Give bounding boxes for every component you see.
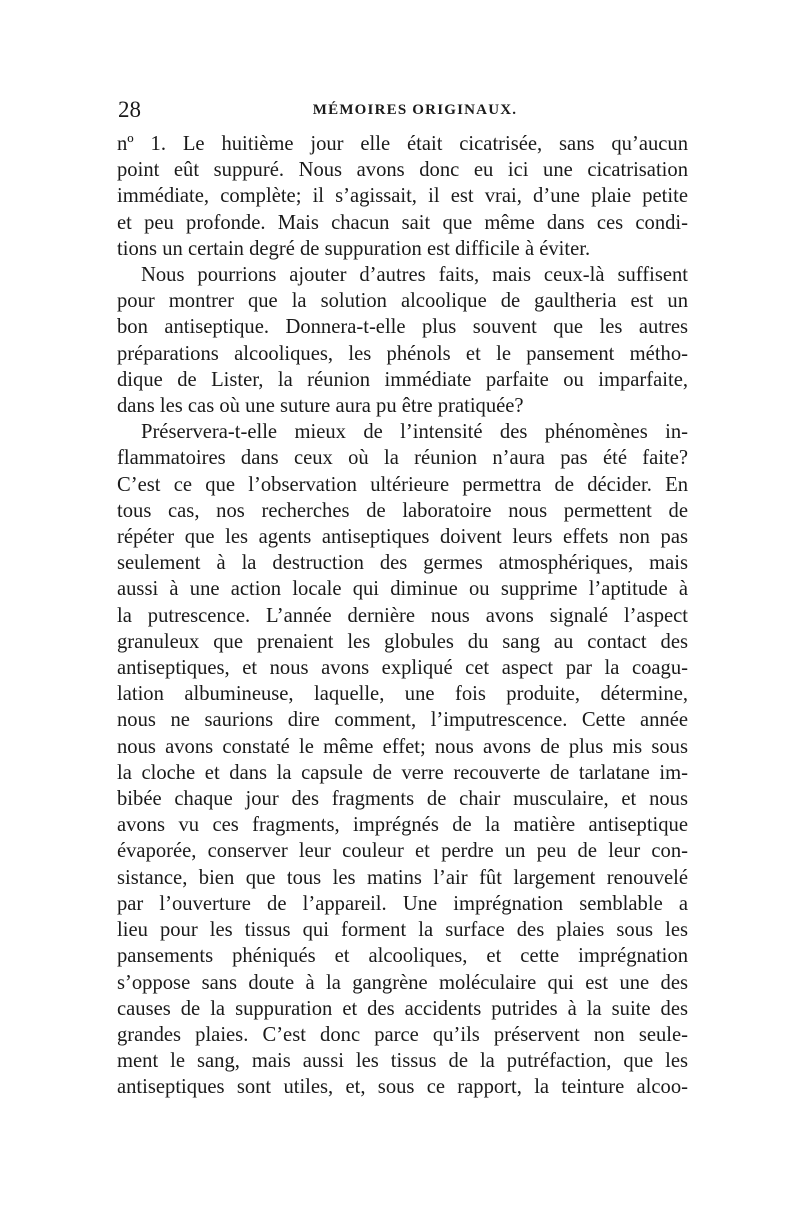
text-line: pansements phéniqués et alcooliques, et cette imprégnation xyxy=(117,945,688,968)
text-line: lation albumineuse, laquelle, une fois produite, détermine, xyxy=(117,683,688,706)
text-line: bibée chaque jour des fragments de chair musculaire, et nous xyxy=(117,788,688,811)
text-line: dans les cas où une suture aura pu être pratiquée? xyxy=(117,395,524,418)
text-line: sistance, bien que tous les matins l’air fût largement renouvelé xyxy=(117,866,688,889)
text-line: lieu pour les tissus qui forment la surface des plaies sous les xyxy=(117,919,688,942)
text-line: aussi à une action locale qui diminue ou supprime l’aptitude à xyxy=(117,578,688,601)
text-line: nº 1. Le huitième jour elle était cicatrisée, sans qu’aucun xyxy=(117,133,688,155)
text-line: nous avons constaté le même effet; nous avons de plus mis sous xyxy=(117,735,688,758)
text-line: préparations alcooliques, les phénols et le pansement métho- xyxy=(117,342,688,365)
text-line: pour montrer que la solution alcoolique de gaultheria est un xyxy=(117,290,688,313)
paragraph xyxy=(117,131,688,262)
text-line: immédiate, complète; il s’agissait, il est vrai, d’une plaie petite xyxy=(117,185,688,208)
running-title: MÉMOIRES ORIGINAUX. xyxy=(312,102,518,118)
body-text xyxy=(117,131,688,1101)
text-line: flammatoires dans ceux où la réunion n’aura pas été faite? xyxy=(117,447,688,470)
text-line: seulement à la destruction des germes atmosphériques, mais xyxy=(117,552,688,575)
text-line: avons vu ces fragments, imprégnés de la matière antiseptique xyxy=(117,814,688,837)
text-line: tous cas, nos recherches de laboratoire nous permettent de xyxy=(117,499,688,522)
text-line: la cloche et dans la capsule de verre recouverte de tarlatane im- xyxy=(117,761,688,784)
text-line: évaporée, conserver leur couleur et perdre un peu de leur con- xyxy=(117,840,688,863)
text-line: la putrescence. L’année dernière nous avons signalé l’aspect xyxy=(117,604,688,627)
paragraph xyxy=(117,262,688,419)
text-line: répéter que les agents antiseptiques doivent leurs effets non pas xyxy=(117,526,688,549)
text-line: point eût suppuré. Nous avons donc eu ici une cicatrisation xyxy=(117,159,688,182)
text-line: C’est ce que l’observation ultérieure permettra de décider. En xyxy=(117,473,688,496)
text-line: antiseptiques sont utiles, et, sous ce rapport, la teinture alcoo- xyxy=(117,1076,688,1099)
text-line: Préservera-t-elle mieux de l’intensité des phénomènes in- xyxy=(141,421,688,444)
text-line: causes de la suppuration et des accidents putrides à la suite des xyxy=(117,997,688,1020)
text-line: par l’ouverture de l’appareil. Une imprégnation semblable a xyxy=(117,892,688,915)
running-head xyxy=(118,96,688,124)
page-number: 28 xyxy=(118,97,141,122)
text-line: antiseptiques, et nous avons expliqué cet aspect par la coagu- xyxy=(117,657,688,680)
text-line: et peu profonde. Mais chacun sait que même dans ces condi- xyxy=(117,211,688,234)
text-line: ment le sang, mais aussi les tissus de la putréfaction, que les xyxy=(117,1050,688,1073)
text-line: tions un certain degré de suppuration est difficile à éviter. xyxy=(117,237,591,260)
text-line: grandes plaies. C’est donc parce qu’ils préservent non seule- xyxy=(117,1023,688,1046)
text-line: s’oppose sans doute à la gangrène moléculaire qui est une des xyxy=(117,971,688,994)
text-line: dique de Lister, la réunion immédiate parfaite ou imparfaite, xyxy=(117,368,688,391)
text-line: bon antiseptique. Donnera-t-elle plus souvent que les autres xyxy=(117,316,688,339)
text-line: nous ne saurions dire comment, l’imputrescence. Cette année xyxy=(117,709,688,732)
paragraph xyxy=(117,419,688,1100)
text-line: granuleux que prenaient les globules du sang au contact des xyxy=(117,630,688,653)
text-line: Nous pourrions ajouter d’autres faits, mais ceux-là suffisent xyxy=(141,264,688,287)
